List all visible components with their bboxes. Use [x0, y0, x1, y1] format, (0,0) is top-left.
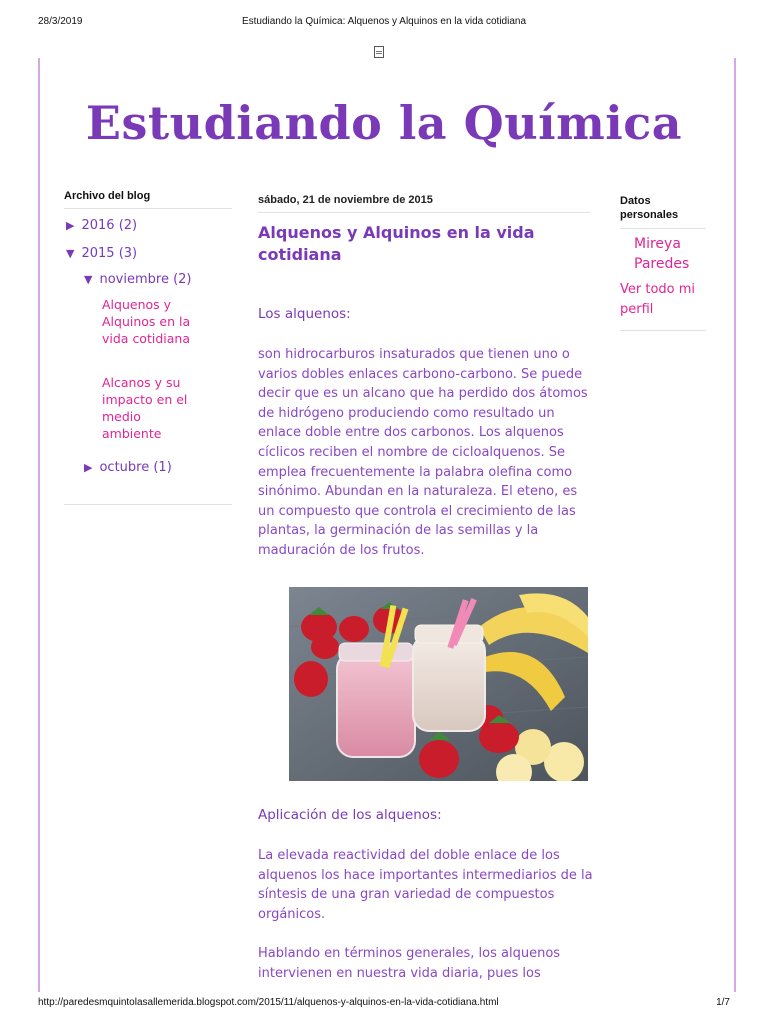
- view-profile-link[interactable]: Ver todo mi perfil: [620, 282, 696, 317]
- blog-archive-widget: [64, 190, 232, 209]
- sidebar-divider: [64, 504, 232, 505]
- triangle-down-icon[interactable]: ▼: [66, 247, 75, 260]
- post-paragraph: son hidrocarburos insaturados que tienen uno o varios dobles enlaces carbono-carbono. Se puede decir que es un alcano que ha perdido dos átomos de hidrógeno produciendo como resultado un enlace doble entre dos carbonos. Los alquenos cíclicos reciben el nombre de cicloalquenos. Se emplea frecuentemente la palabra olefina como sinónimo. Abundan en la naturaleza. El eteno, es un compuesto que controla el crecimiento de las plantas, la germinación de las semillas y la maduración de los frutos.: [258, 347, 588, 558]
- section-heading: Los alquenos:: [258, 306, 351, 322]
- archive-year-count: (2): [118, 218, 138, 233]
- archive-year-count: (3): [118, 246, 138, 261]
- archive-year-label[interactable]: 2016: [81, 218, 115, 233]
- sidebar-divider: [620, 330, 706, 331]
- profile-name-link[interactable]: Mireya Paredes: [634, 236, 690, 272]
- triangle-right-icon[interactable]: ▶: [84, 461, 93, 474]
- archive-month-octubre[interactable]: [84, 460, 172, 475]
- document-icon: [374, 46, 384, 58]
- print-page-title: Estudiando la Química: Alquenos y Alquinos en la vida cotidiana: [241, 16, 527, 27]
- archive-year-2015[interactable]: [66, 246, 137, 261]
- triangle-right-icon[interactable]: ▶: [66, 219, 75, 232]
- triangle-down-icon[interactable]: ▼: [84, 273, 93, 286]
- archive-month-label[interactable]: octubre: [99, 460, 150, 475]
- page-number: 1/7: [716, 997, 730, 1008]
- print-date: 28/3/2019: [38, 16, 83, 27]
- profile-widget: [620, 194, 706, 317]
- archive-post-link[interactable]: Alquenos y Alquinos en la vida cotidiana: [102, 297, 191, 346]
- archive-month-noviembre[interactable]: [84, 272, 192, 287]
- archive-month-label[interactable]: noviembre: [99, 272, 169, 287]
- post-paragraph: La elevada reactividad del doble enlace de los alquenos los hace importantes intermediarios de la síntesis de una gran variedad de compuestos orgánicos.: [258, 848, 593, 922]
- archive-post-link[interactable]: Alcanos y su impacto en el medio ambiente: [102, 375, 188, 441]
- post-date: sábado, 21 de noviembre de 2015: [258, 194, 590, 213]
- smoothie-photo: [289, 587, 588, 781]
- post-paragraph: Hablando en términos generales, los alquenos intervienen en nuestra vida diaria, pues los: [258, 946, 561, 981]
- print-url: http://paredesmquintolasallemerida.blogspot.com/2015/11/alquenos-y-alquinos-en-la-vida-cotidiana.html: [38, 997, 499, 1008]
- archive-month-count: (2): [173, 272, 192, 287]
- archive-year-label[interactable]: 2015: [81, 246, 115, 261]
- profile-title: Datos personales: [620, 194, 706, 229]
- blog-title[interactable]: Estudiando la Química: [85, 96, 683, 150]
- archive-year-2016[interactable]: [66, 218, 137, 233]
- section-heading: Aplicación de los alquenos:: [258, 807, 442, 823]
- post-title[interactable]: Alquenos y Alquinos en la vida cotidiana: [258, 223, 535, 264]
- archive-month-count: (1): [153, 460, 172, 475]
- archive-title: Archivo del blog: [64, 190, 232, 209]
